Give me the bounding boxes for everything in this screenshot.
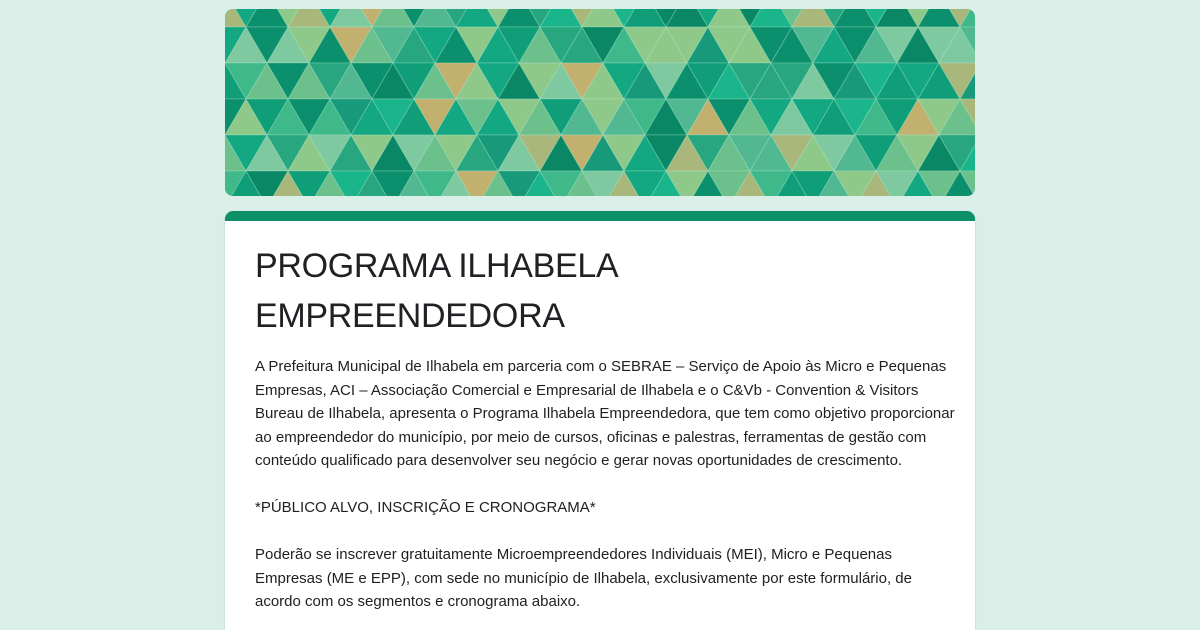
description-eligibility: Poderão se inscrever gratuitamente Microempreendedores Individuais (MEI), Micro e Pequenas Empresas (ME e EPP), com sede no município de Ilhabela, exclusivamente por este formulário, de acordo com os segmentos e cronograma abaixo.	[255, 546, 912, 610]
form-description	[255, 355, 955, 614]
geometric-pattern	[225, 9, 975, 196]
header-banner-image	[225, 9, 975, 196]
paragraph-gap	[255, 520, 945, 544]
card-accent-bar	[225, 211, 975, 221]
card-body	[225, 221, 975, 614]
form-header-card	[225, 211, 975, 630]
paragraph-gap	[255, 473, 945, 497]
form-title: PROGRAMA ILHABELA EMPREENDEDORA	[255, 247, 617, 335]
description-intro: A Prefeitura Municipal de Ilhabela em parceria com o SEBRAE – Serviço de Apoio às Micro e Pequenas Empresas, ACI – Associação Comercial e Empresarial de Ilhabela e o C&Vb - Convention & Visitors Bureau de Ilhabela, apresenta o Programa Ilhabela Empreendedora, que tem como objetivo proporcionar ao empreendedor do município, por meio de cursos, oficinas e palestras, ferramentas de gestão com conteúdo qualificado para desenvolver seu negócio e gerar novas oportunidades de crescimento.	[255, 358, 955, 469]
description-section-heading: *PÚBLICO ALVO, INSCRIÇÃO E CRONOGRAMA*	[255, 499, 596, 516]
